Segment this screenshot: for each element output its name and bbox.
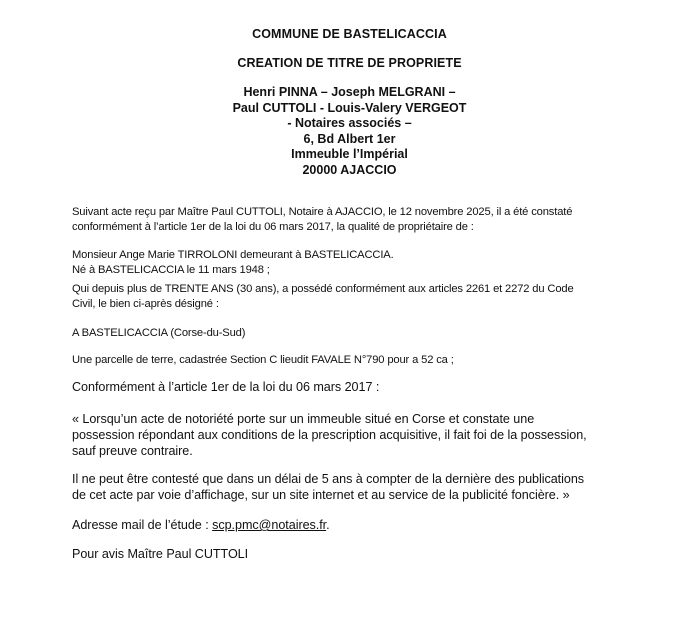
email-label: Adresse mail de l’étude : bbox=[72, 518, 213, 532]
address-city: 20000 AJACCIO bbox=[302, 162, 397, 177]
paragraph-line: Né à BASTELICACCIA le 11 mars 1948 ; bbox=[72, 263, 270, 276]
paragraph-article: Conformément à l’article 1er de la loi du 06 mars 2017 : bbox=[72, 380, 380, 394]
paragraph-parcelle: Une parcelle de terre, cadastrée Section C lieudit FAVALE N°790 pour a 52 ca ; bbox=[72, 354, 454, 366]
paragraph-proprietaire bbox=[72, 248, 672, 277]
document-title: CREATION DE TITRE DE PROPRIETE bbox=[237, 56, 462, 70]
notaires-line-2: Paul CUTTOLI - Louis-Valery VERGEOT bbox=[232, 100, 467, 115]
paragraph-email bbox=[72, 517, 672, 533]
paragraph-commune: A BASTELICACCIA (Corse-du-Sud) bbox=[72, 327, 246, 339]
paragraph-line: Monsieur Ange Marie TIRROLONI demeurant à BASTELICACCIA. bbox=[72, 249, 394, 261]
notaires-line-3: - Notaires associés – bbox=[287, 116, 412, 130]
paragraph-line: Il ne peut être contesté que dans un délai de 5 ans à compter de la dernière des publications bbox=[72, 472, 585, 486]
address-street: 6, Bd Albert 1er bbox=[303, 131, 396, 146]
notaires-line-1: Henri PINNA – Joseph MELGRANI – bbox=[243, 85, 456, 99]
paragraph-acte bbox=[72, 205, 672, 234]
paragraph-line: Qui depuis plus de TRENTE ANS (30 ans), a possédé conformément aux articles 2261 et 2272 du Code bbox=[72, 283, 574, 295]
paragraph-citation bbox=[72, 411, 672, 459]
paragraph-line: possession répondant aux conditions de la prescription acquisitive, il fait foi de la possession, bbox=[72, 428, 587, 442]
paragraph-possession bbox=[72, 282, 672, 311]
paragraph-line: conformément à l’article 1er de la loi du 06 mars 2017, la qualité de propriétaire de : bbox=[72, 220, 474, 233]
paragraph-line: Civil, le bien ci-après désigné : bbox=[72, 297, 219, 310]
paragraph-line: de cet acte par voie d’affichage, sur un site internet et au service de la publicité foncière. » bbox=[72, 488, 570, 502]
paragraph-line: sauf preuve contraire. bbox=[72, 444, 193, 458]
paragraph-line: Suivant acte reçu par Maître Paul CUTTOLI, Notaire à AJACCIO, le 12 novembre 2025, il a été constaté bbox=[72, 206, 573, 218]
paragraph-contestation bbox=[72, 471, 672, 503]
email-suffix: . bbox=[326, 518, 330, 532]
signature: Pour avis Maître Paul CUTTOLI bbox=[72, 547, 249, 561]
commune-heading: COMMUNE DE BASTELICACCIA bbox=[252, 27, 447, 41]
address-building: Immeuble l’Impérial bbox=[291, 147, 408, 161]
email-link[interactable]: scp.pmc@notaires.fr bbox=[212, 518, 327, 532]
notaires-block bbox=[0, 85, 699, 178]
paragraph-line: « Lorsqu’un acte de notoriété porte sur un immeuble situé en Corse et constate une bbox=[72, 412, 535, 426]
